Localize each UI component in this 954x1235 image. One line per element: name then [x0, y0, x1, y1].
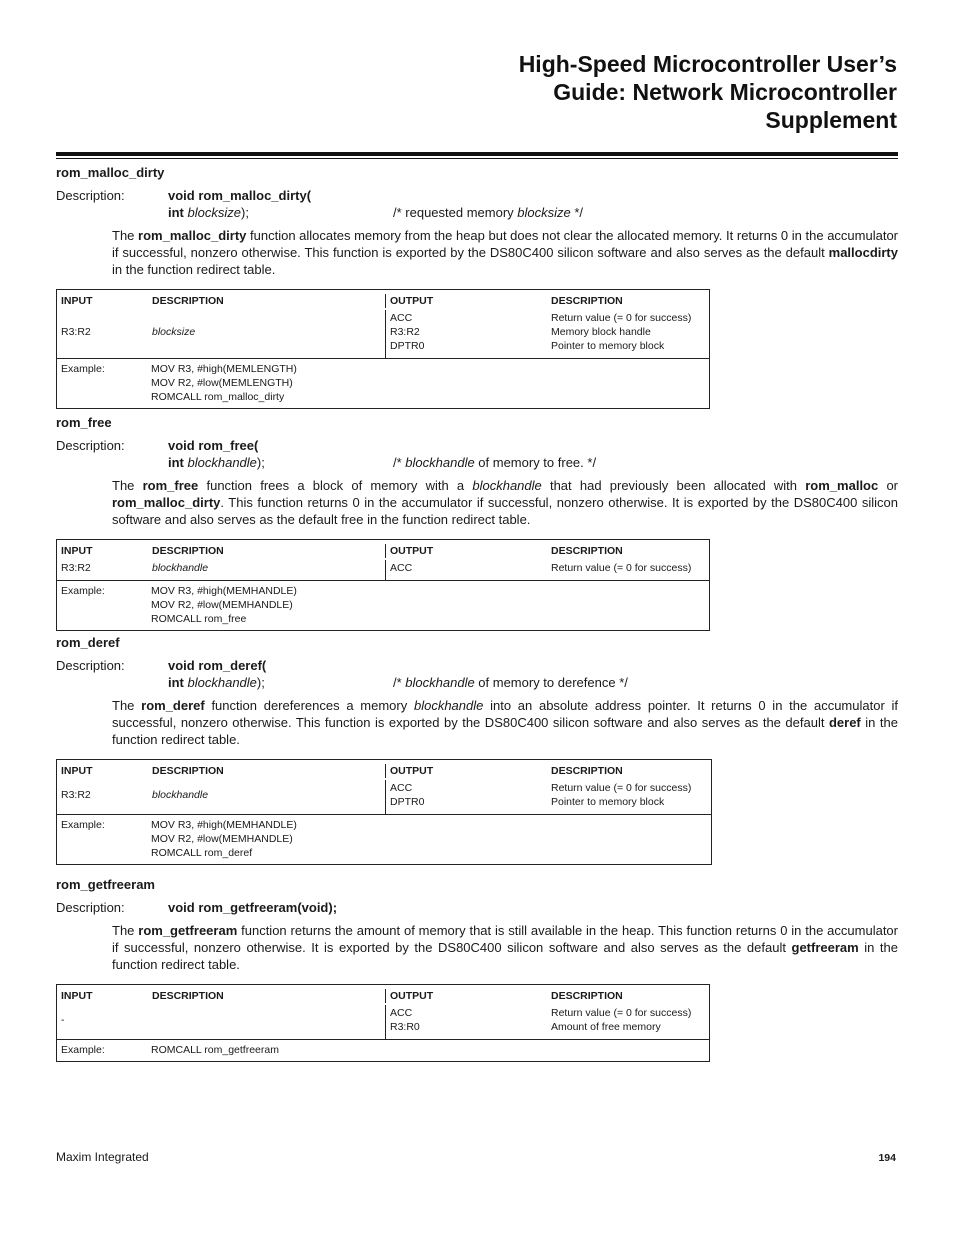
param-type: int	[168, 675, 184, 690]
example-code	[151, 584, 297, 626]
input-register: R3:R2	[61, 789, 91, 801]
paragraph-bold-term: rom_malloc_dirty	[138, 228, 247, 243]
paragraph-text: or	[878, 478, 899, 493]
output-register: ACC	[390, 312, 413, 324]
title-line: Supplement	[765, 107, 897, 133]
table-body-row	[57, 560, 709, 580]
parameter-comment	[393, 454, 596, 471]
table-body-row	[57, 780, 711, 814]
paragraph-italic-term: blockhandle	[472, 478, 542, 493]
parameter-row	[56, 204, 898, 221]
paragraph-bold-term: getfreeram	[791, 940, 859, 955]
title-line: High-Speed Microcontroller User’s	[518, 51, 897, 77]
paragraph-bold-term: rom_malloc	[805, 478, 879, 493]
function-section-rom-free	[56, 415, 898, 631]
function-signature: void rom_free(	[168, 438, 259, 453]
function-section-rom-malloc-dirty	[56, 165, 898, 409]
comment-text: of memory to derefence */	[474, 675, 628, 690]
title-line: Guide: Network Microcontroller	[553, 79, 897, 105]
code-line: MOV R3, #high(MEMHANDLE)	[151, 819, 297, 831]
output-registers	[385, 310, 551, 358]
col-input-desc-header: DESCRIPTION	[152, 545, 224, 557]
description-row	[56, 657, 898, 674]
col-input-desc-header: DESCRIPTION	[152, 990, 224, 1002]
paragraph-text: The	[112, 228, 139, 243]
parameter-comment	[393, 204, 583, 221]
code-line: MOV R2, #low(MEMHANDLE)	[151, 833, 293, 845]
code-line: ROMCALL rom_getfreeram	[151, 1044, 279, 1056]
input-description	[152, 310, 385, 358]
input-desc-text: blockhandle	[152, 562, 209, 574]
footer-company: Maxim Integrated	[56, 1150, 149, 1164]
output-descriptions	[551, 310, 709, 358]
code-line: ROMCALL rom_malloc_dirty	[151, 391, 285, 403]
example-label: Example:	[61, 1044, 105, 1056]
output-description: Return value (= 0 for success)	[551, 312, 692, 324]
parameter-row	[56, 674, 898, 691]
paragraph-text: in the function redirect table.	[112, 262, 276, 277]
paragraph-bold-term: rom_deref	[141, 698, 205, 713]
paragraph-text: function returns the amount of memory that is still available in the heap. This function returns 0 in the accumulator if successful, nonzero otherwise. It is exported by the DS80C400 silicon software and also serves as the default	[112, 923, 898, 955]
example-code	[151, 1043, 279, 1057]
input-description	[152, 560, 385, 580]
table-header-row	[57, 540, 709, 560]
parameter-declaration	[168, 204, 249, 221]
description-row	[56, 437, 898, 454]
paragraph-text: function dereferences a memory	[204, 698, 414, 713]
code-line: MOV R3, #high(MEMLENGTH)	[151, 363, 297, 375]
input-register: R3:R2	[61, 326, 91, 338]
function-signature: void rom_getfreeram(void);	[168, 900, 338, 915]
function-paragraph	[112, 697, 898, 748]
input-desc-text: blockhandle	[152, 789, 209, 801]
output-registers	[385, 780, 551, 814]
paragraph-bold-term: deref	[828, 715, 861, 730]
example-row	[57, 1040, 709, 1061]
parameter-comment	[393, 674, 628, 691]
col-output-desc-header: DESCRIPTION	[551, 765, 623, 777]
param-suffix: );	[256, 455, 265, 470]
code-line: ROMCALL rom_free	[151, 613, 247, 625]
example-label: Example:	[61, 363, 105, 375]
param-name: blocksize	[187, 205, 241, 220]
description-row	[56, 187, 898, 204]
paragraph-bold-term: mallocdirty	[828, 245, 898, 260]
page-title	[297, 50, 897, 134]
paragraph-italic-term: blockhandle	[413, 698, 484, 713]
example-code	[151, 362, 297, 404]
output-description: Memory block handle	[551, 326, 651, 338]
comment-text: /*	[393, 455, 406, 470]
code-line: ROMCALL rom_deref	[151, 847, 253, 859]
example-row	[57, 359, 709, 408]
output-descriptions	[551, 560, 709, 580]
comment-text: */	[570, 205, 584, 220]
output-description: Pointer to memory block	[551, 796, 665, 808]
parameter-row	[56, 454, 898, 471]
function-name: rom_free	[56, 415, 112, 430]
paragraph-text: The	[112, 478, 143, 493]
example-code	[151, 818, 297, 860]
function-paragraph	[112, 227, 898, 278]
function-name: rom_malloc_dirty	[56, 165, 165, 180]
paragraph-text: that had previously been allocated with	[541, 478, 806, 493]
output-register: ACC	[390, 1007, 413, 1019]
parameter-declaration	[168, 674, 265, 691]
header-rule-thick	[56, 152, 898, 156]
col-output-desc-header: DESCRIPTION	[551, 295, 623, 307]
col-input-header: INPUT	[61, 545, 93, 557]
function-name: rom_getfreeram	[56, 877, 155, 892]
output-description: Return value (= 0 for success)	[551, 782, 692, 794]
paragraph-text: function frees a block of memory with a	[198, 478, 473, 493]
function-section-rom-getfreeram	[56, 877, 898, 1062]
code-line: MOV R3, #high(MEMHANDLE)	[151, 585, 297, 597]
example-label: Example:	[61, 585, 105, 597]
example-row	[57, 581, 709, 630]
comment-text: of memory to free. */	[474, 455, 597, 470]
col-input-header: INPUT	[61, 765, 93, 777]
table-body-row	[57, 310, 709, 358]
description-label: Description:	[56, 438, 125, 453]
col-input-header: INPUT	[61, 990, 93, 1002]
output-register: R3:R0	[390, 1021, 420, 1033]
code-line: MOV R2, #low(MEMLENGTH)	[151, 377, 293, 389]
comment-italic: blockhandle	[405, 455, 475, 470]
output-register: ACC	[390, 562, 413, 574]
output-register: DPTR0	[390, 340, 425, 352]
description-label: Description:	[56, 188, 125, 203]
input-register: -	[61, 1014, 65, 1026]
param-type: int	[168, 205, 184, 220]
function-section-rom-deref	[56, 635, 898, 865]
comment-italic: blockhandle	[405, 675, 475, 690]
output-description: Return value (= 0 for success)	[551, 562, 692, 574]
col-output-header: OUTPUT	[385, 544, 551, 558]
function-paragraph	[112, 477, 898, 528]
output-registers	[385, 560, 551, 580]
param-name: blockhandle	[187, 675, 257, 690]
comment-italic: blocksize	[517, 205, 571, 220]
io-table	[56, 539, 710, 631]
description-label: Description:	[56, 658, 125, 673]
col-output-desc-header: DESCRIPTION	[551, 545, 623, 557]
io-table	[56, 289, 710, 409]
paragraph-text: The	[112, 923, 139, 938]
output-description: Return value (= 0 for success)	[551, 1007, 692, 1019]
paragraph-bold-term: rom_malloc_dirty	[112, 495, 221, 510]
col-output-header: OUTPUT	[385, 989, 551, 1003]
function-signature: void rom_malloc_dirty(	[168, 188, 312, 203]
col-output-desc-header: DESCRIPTION	[551, 990, 623, 1002]
function-name: rom_deref	[56, 635, 120, 650]
param-suffix: );	[240, 205, 249, 220]
input-description	[152, 1005, 385, 1039]
function-signature: void rom_deref(	[168, 658, 267, 673]
col-input-desc-header: DESCRIPTION	[152, 295, 224, 307]
output-register: ACC	[390, 782, 413, 794]
input-register: R3:R2	[61, 562, 91, 574]
output-descriptions	[551, 780, 709, 814]
example-label: Example:	[61, 819, 105, 831]
code-line: MOV R2, #low(MEMHANDLE)	[151, 599, 293, 611]
output-description: Amount of free memory	[551, 1021, 661, 1033]
table-header-row	[57, 290, 709, 310]
function-paragraph	[112, 922, 898, 973]
col-input-desc-header: DESCRIPTION	[152, 765, 224, 777]
io-table	[56, 759, 712, 865]
table-body-row	[57, 1005, 709, 1039]
paragraph-text: in the function redirect table.	[112, 940, 898, 972]
paragraph-bold-term: rom_free	[142, 478, 199, 493]
description-row	[56, 899, 898, 916]
output-register: DPTR0	[390, 796, 425, 808]
col-input-header: INPUT	[61, 295, 93, 307]
output-descriptions	[551, 1005, 709, 1039]
comment-text: /* requested memory	[393, 205, 518, 220]
paragraph-text: function allocates memory from the heap but does not clear the allocated memory. It returns 0 in the accumulator if successful, nonzero otherwise. This function is exported by the DS80C400 silicon software and also serves as the default	[112, 228, 899, 260]
paragraph-text: The	[112, 698, 142, 713]
col-output-header: OUTPUT	[385, 294, 551, 308]
paragraph-text: into an absolute address pointer. It returns 0 in the accumulator if successful, nonzero otherwise. This function is exported by the DS80C400 silicon software and also serves as the default	[112, 698, 899, 730]
header-rule-thin	[56, 158, 898, 159]
example-row	[57, 815, 711, 864]
output-registers	[385, 1005, 551, 1039]
output-description: Pointer to memory block	[551, 340, 665, 352]
input-desc-text: blocksize	[152, 326, 196, 338]
paragraph-bold-term: rom_getfreeram	[138, 923, 238, 938]
paragraph-text: in the function redirect table.	[112, 715, 898, 747]
table-header-row	[57, 760, 711, 780]
parameter-declaration	[168, 454, 265, 471]
page-number: 194	[878, 1152, 896, 1164]
comment-text: /*	[393, 675, 406, 690]
param-name: blockhandle	[187, 455, 257, 470]
output-register: R3:R2	[390, 326, 420, 338]
table-header-row	[57, 985, 709, 1005]
col-output-header: OUTPUT	[385, 764, 551, 778]
io-table	[56, 984, 710, 1062]
param-suffix: );	[256, 675, 265, 690]
input-description	[152, 780, 385, 814]
description-label: Description:	[56, 900, 125, 915]
param-type: int	[168, 455, 184, 470]
paragraph-text: . This function returns 0 in the accumulator if successful, nonzero otherwise. It is exported by the DS80C400 silicon software and also serves as the default free in the function redirect table.	[112, 495, 898, 527]
